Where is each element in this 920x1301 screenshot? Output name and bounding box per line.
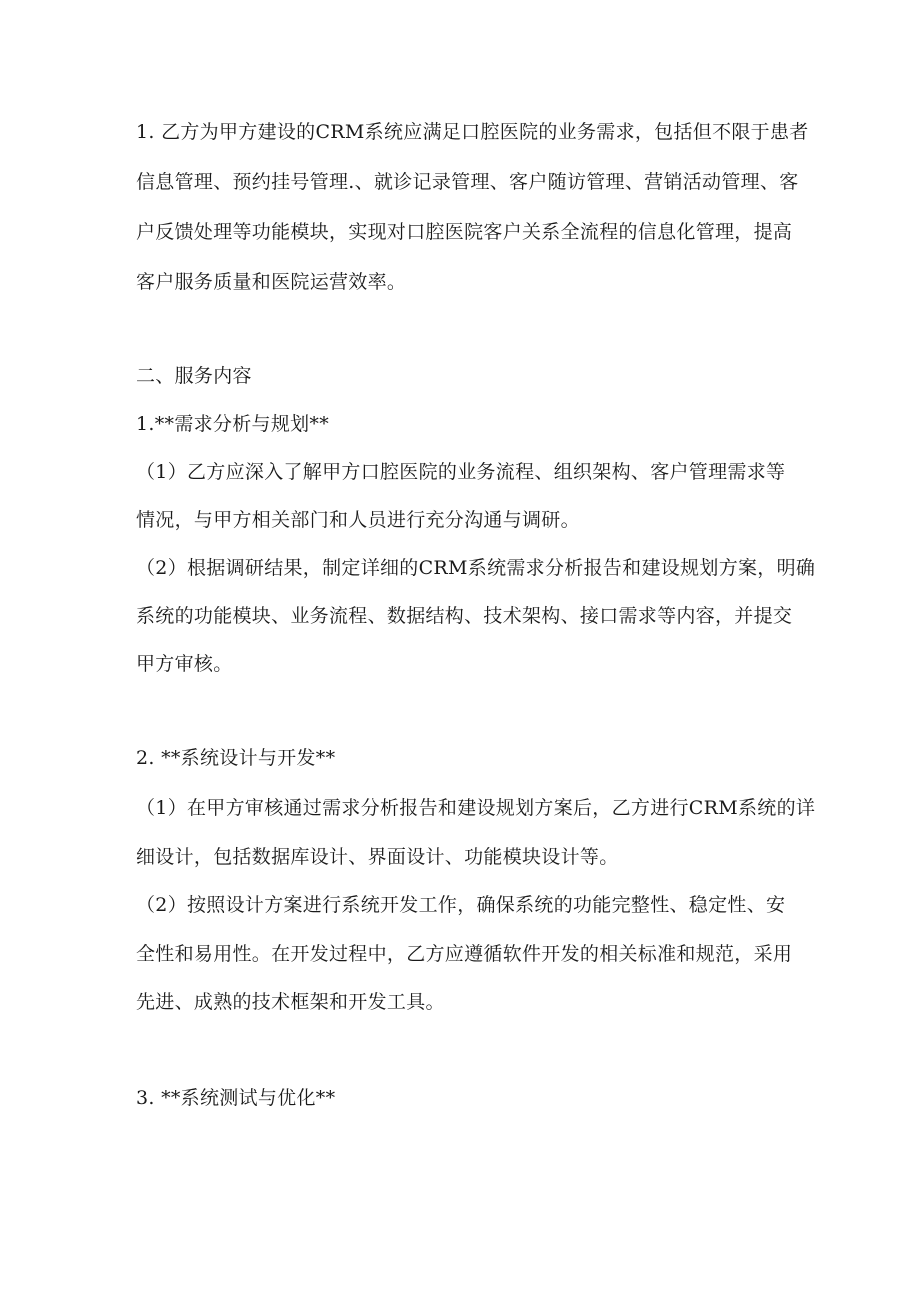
section-title: 二、服务内容: [136, 365, 252, 387]
intro-line-4: 客户服务质量和医院运营效率。: [136, 271, 407, 293]
item2-p1-line-2: 细设计，包括数据库设计、界面设计、功能模块设计等。: [136, 846, 619, 868]
intro-line-3: 户反馈处理等功能模块，实现对口腔医院客户关系全流程的信息化管理，提高: [136, 221, 793, 243]
item2-heading: 2. **系统设计与开发**: [136, 747, 336, 769]
item1-p1-line-2: 情况，与甲方相关部门和人员进行充分沟通与调研。: [136, 509, 580, 531]
item2-p2-line-2: 全性和易用性。在开发过程中，乙方应遵循软件开发的相关标准和规范，采用: [136, 943, 793, 965]
item1-heading: 1.**需求分析与规划**: [136, 413, 330, 435]
item1-p2-line-2: 系统的功能模块、业务流程、数据结构、技术架构、接口需求等内容，并提交: [136, 605, 793, 627]
item1-p2-line-1: （2）根据调研结果，制定详细的CRM系统需求分析报告和建设规划方案，明确: [136, 557, 816, 579]
item2-p2-line-1: （2）按照设计方案进行系统开发工作，确保系统的功能完整性、稳定性、安: [136, 894, 786, 916]
item2-p2-line-3: 先进、成熟的技术框架和开发工具。: [136, 991, 445, 1013]
intro-line-1: 1. 乙方为甲方建设的CRM系统应满足口腔医院的业务需求，包括但不限于患者: [136, 121, 809, 143]
item1-p2-line-3: 甲方审核。: [136, 653, 233, 675]
item1-p1-line-1: （1）乙方应深入了解甲方口腔医院的业务流程、组织架构、客户管理需求等: [136, 461, 786, 483]
item3-heading: 3. **系统测试与优化**: [136, 1087, 336, 1109]
item2-p1-line-1: （1）在甲方审核通过需求分析报告和建设规划方案后，乙方进行CRM系统的详: [136, 797, 816, 819]
intro-line-2: 信息管理、预约挂号管理.、就诊记录管理、客户随访管理、营销活动管理、客: [136, 171, 799, 193]
